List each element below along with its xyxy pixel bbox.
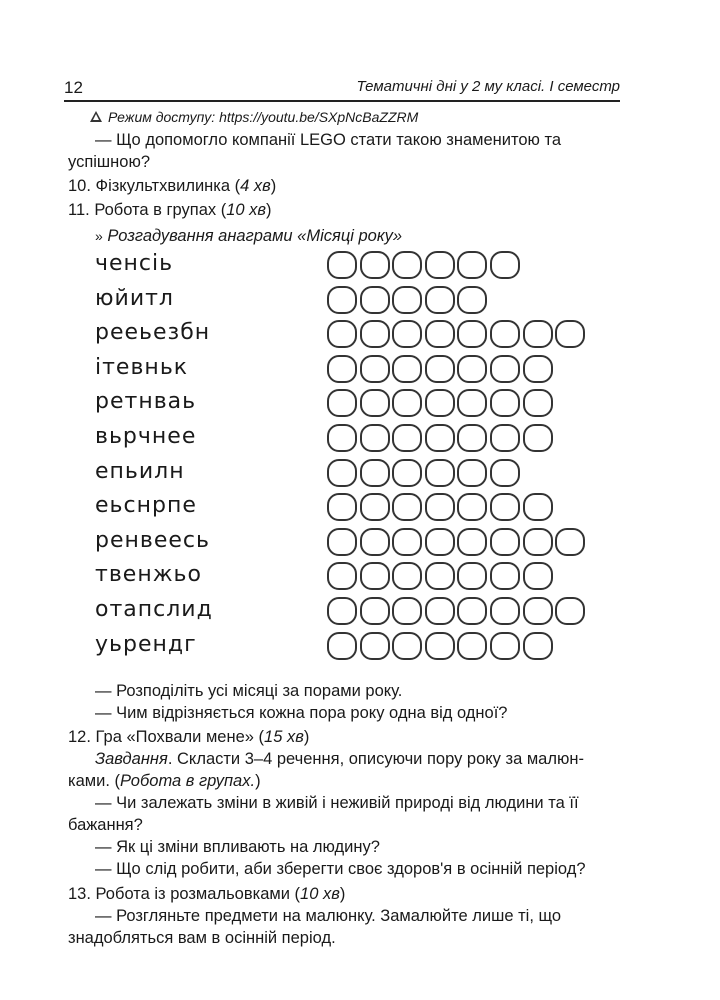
letter-box[interactable]: [327, 355, 357, 383]
letter-box[interactable]: [360, 528, 390, 556]
letter-box[interactable]: [457, 286, 487, 314]
letter-box[interactable]: [360, 286, 390, 314]
anagram-word: ітевньк: [95, 354, 189, 380]
coloring-line1: — Розгляньте предмети на малюнку. Замалюйте лише ті, що: [95, 907, 562, 925]
answer-boxes: [327, 528, 588, 556]
item-10-text: Фізкультхвилинка (: [95, 177, 241, 195]
letter-box[interactable]: [457, 389, 487, 417]
letter-box[interactable]: [360, 389, 390, 417]
answer-boxes: [327, 459, 523, 487]
letter-box[interactable]: [490, 251, 520, 279]
letter-box[interactable]: [490, 389, 520, 417]
lego-question-line2: успішною?: [68, 153, 150, 171]
letter-box[interactable]: [360, 493, 390, 521]
letter-box[interactable]: [425, 251, 455, 279]
header-rule: [64, 100, 620, 102]
letter-box[interactable]: [392, 286, 422, 314]
letter-box[interactable]: [425, 424, 455, 452]
letter-box[interactable]: [555, 597, 585, 625]
letter-box[interactable]: [392, 320, 422, 348]
letter-box[interactable]: [457, 493, 487, 521]
item-12-number: 12.: [68, 728, 91, 746]
letter-box[interactable]: [327, 424, 357, 452]
letter-box[interactable]: [360, 251, 390, 279]
item-11: 11. Робота в групах (10 хв): [68, 201, 272, 219]
letter-box[interactable]: [327, 562, 357, 590]
answer-boxes: [327, 562, 555, 590]
letter-box[interactable]: [457, 562, 487, 590]
letter-box[interactable]: [490, 424, 520, 452]
letter-box[interactable]: [392, 528, 422, 556]
letter-box[interactable]: [392, 493, 422, 521]
anagram-word: вьрчнее: [95, 424, 197, 449]
item-13-text: Робота із розмальовками (: [95, 885, 301, 903]
item-12: 12. Гра «Похвали мене» (15 хв): [68, 728, 310, 746]
anagram-word: твенжьо: [95, 562, 202, 588]
nature-question-line2: бажання?: [68, 816, 143, 834]
item-13-number: 13.: [68, 885, 91, 903]
task-line2: ками. (Робота в групах.): [68, 772, 261, 790]
lego-question-line1: — Що допомогло компанії LEGO стати такою знаменитою та: [95, 131, 562, 149]
access-link[interactable]: Режим доступу: https://youtu.be/SXpNcBaZZRM: [108, 109, 419, 125]
letter-box[interactable]: [457, 424, 487, 452]
anagram-word: ренвеесь: [95, 527, 210, 553]
letter-box[interactable]: [523, 424, 553, 452]
letter-box[interactable]: [327, 528, 357, 556]
item-11-time: 10 хв: [226, 201, 267, 219]
letter-box[interactable]: [490, 528, 520, 556]
letter-box[interactable]: [392, 459, 422, 487]
letter-box[interactable]: [457, 459, 487, 487]
anagram-word: еьснрпе: [95, 493, 197, 519]
letter-box[interactable]: [457, 597, 487, 625]
letter-box[interactable]: [425, 632, 455, 660]
letter-box[interactable]: [392, 389, 422, 417]
answer-boxes: [327, 493, 555, 521]
letter-box[interactable]: [360, 597, 390, 625]
letter-box[interactable]: [392, 632, 422, 660]
anagram-heading: [95, 225, 402, 247]
anagram-word: юйитл: [95, 285, 174, 311]
letter-box[interactable]: [327, 493, 357, 521]
letter-box[interactable]: [327, 597, 357, 625]
answer-boxes: [327, 424, 555, 452]
letter-box[interactable]: [457, 528, 487, 556]
letter-box[interactable]: [457, 320, 487, 348]
task-line1: Завдання. Скласти 3–4 речення, описуючи пору року за малюн-: [95, 750, 584, 768]
letter-box[interactable]: [490, 355, 520, 383]
impact-question: — Як ці зміни впливають на людину?: [95, 838, 380, 856]
item-11-text: Робота в групах (: [94, 201, 227, 219]
letter-box[interactable]: [327, 320, 357, 348]
letter-box[interactable]: [490, 320, 520, 348]
coloring-line2: знадобляться вам в осінній період.: [68, 929, 336, 947]
anagram-word: ченсіь: [95, 251, 174, 276]
letter-box[interactable]: [457, 355, 487, 383]
letter-box[interactable]: [425, 562, 455, 590]
item-10: 10. Фізкультхвилинка (4 хв): [68, 177, 277, 195]
letter-box[interactable]: [360, 632, 390, 660]
answer-boxes: [327, 597, 588, 625]
letter-box[interactable]: [392, 355, 422, 383]
item-12-time: 15 хв: [264, 728, 304, 746]
anagram-word: ретнваь: [95, 389, 197, 415]
letter-box[interactable]: [360, 562, 390, 590]
letter-box[interactable]: [425, 459, 455, 487]
double-arrow-icon: »: [95, 228, 103, 244]
anagram-title: Розгадування анаграми «Місяці року»: [107, 227, 403, 245]
answer-boxes: [327, 320, 588, 348]
letter-box[interactable]: [457, 632, 487, 660]
letter-box[interactable]: [490, 459, 520, 487]
item-13-time: 10 хв: [300, 885, 340, 903]
letter-box[interactable]: [523, 597, 553, 625]
seasons-question: — Розподіліть усі місяці за порами року.: [95, 682, 403, 700]
letter-box[interactable]: [523, 528, 553, 556]
letter-box[interactable]: [555, 320, 585, 348]
letter-box[interactable]: [327, 286, 357, 314]
letter-box[interactable]: [490, 493, 520, 521]
item-11-number: 11.: [68, 201, 90, 219]
letter-box[interactable]: [425, 320, 455, 348]
letter-box[interactable]: [360, 320, 390, 348]
letter-box[interactable]: [523, 320, 553, 348]
letter-box[interactable]: [327, 251, 357, 279]
access-line: [90, 106, 418, 128]
running-title: Тематичні дні у 2 му класі. І семестр: [356, 78, 620, 95]
letter-box[interactable]: [490, 632, 520, 660]
anagram-word: епьилн: [95, 458, 185, 484]
letter-box[interactable]: [523, 389, 553, 417]
letter-box[interactable]: [555, 528, 585, 556]
letter-box[interactable]: [425, 355, 455, 383]
letter-box[interactable]: [392, 562, 422, 590]
nature-question-line1: — Чи залежать зміни в живій і неживій природі від людини та її: [95, 794, 579, 812]
letter-box[interactable]: [360, 355, 390, 383]
letter-box[interactable]: [327, 459, 357, 487]
answer-boxes: [327, 286, 490, 314]
answer-boxes: [327, 355, 555, 383]
letter-box[interactable]: [360, 459, 390, 487]
health-question: — Що слід робити, аби зберегти своє здоров'я в осінній період?: [95, 860, 586, 878]
anagram-word: уьрендг: [95, 631, 197, 657]
letter-box[interactable]: [360, 424, 390, 452]
letter-box[interactable]: [523, 632, 553, 660]
item-12-text: Гра «Похвали мене» (: [95, 728, 265, 746]
letter-box[interactable]: [425, 528, 455, 556]
anagram-word: отапслид: [95, 597, 213, 622]
letter-box[interactable]: [425, 493, 455, 521]
warning-triangle-icon: [90, 111, 102, 122]
letter-box[interactable]: [523, 493, 553, 521]
letter-box[interactable]: [425, 389, 455, 417]
answer-boxes: [327, 632, 555, 660]
letter-box[interactable]: [490, 562, 520, 590]
answer-boxes: [327, 251, 523, 279]
anagram-word: рееьезбн: [95, 320, 211, 346]
item-10-number: 10.: [68, 177, 91, 195]
letter-box[interactable]: [523, 562, 553, 590]
letter-box[interactable]: [327, 632, 357, 660]
item-10-time: 4 хв: [240, 177, 271, 195]
letter-box[interactable]: [392, 424, 422, 452]
letter-box[interactable]: [327, 389, 357, 417]
difference-question: — Чим відрізняється кожна пора року одна від одної?: [95, 704, 508, 722]
letter-box[interactable]: [425, 286, 455, 314]
letter-box[interactable]: [457, 251, 487, 279]
page-header: [64, 76, 620, 102]
letter-box[interactable]: [425, 597, 455, 625]
task-label: Завдання: [95, 750, 168, 768]
page-number: 12: [64, 78, 83, 97]
letter-box[interactable]: [392, 597, 422, 625]
letter-box[interactable]: [490, 597, 520, 625]
answer-boxes: [327, 389, 555, 417]
letter-box[interactable]: [392, 251, 422, 279]
item-13: 13. Робота із розмальовками (10 хв): [68, 885, 346, 903]
letter-box[interactable]: [523, 355, 553, 383]
